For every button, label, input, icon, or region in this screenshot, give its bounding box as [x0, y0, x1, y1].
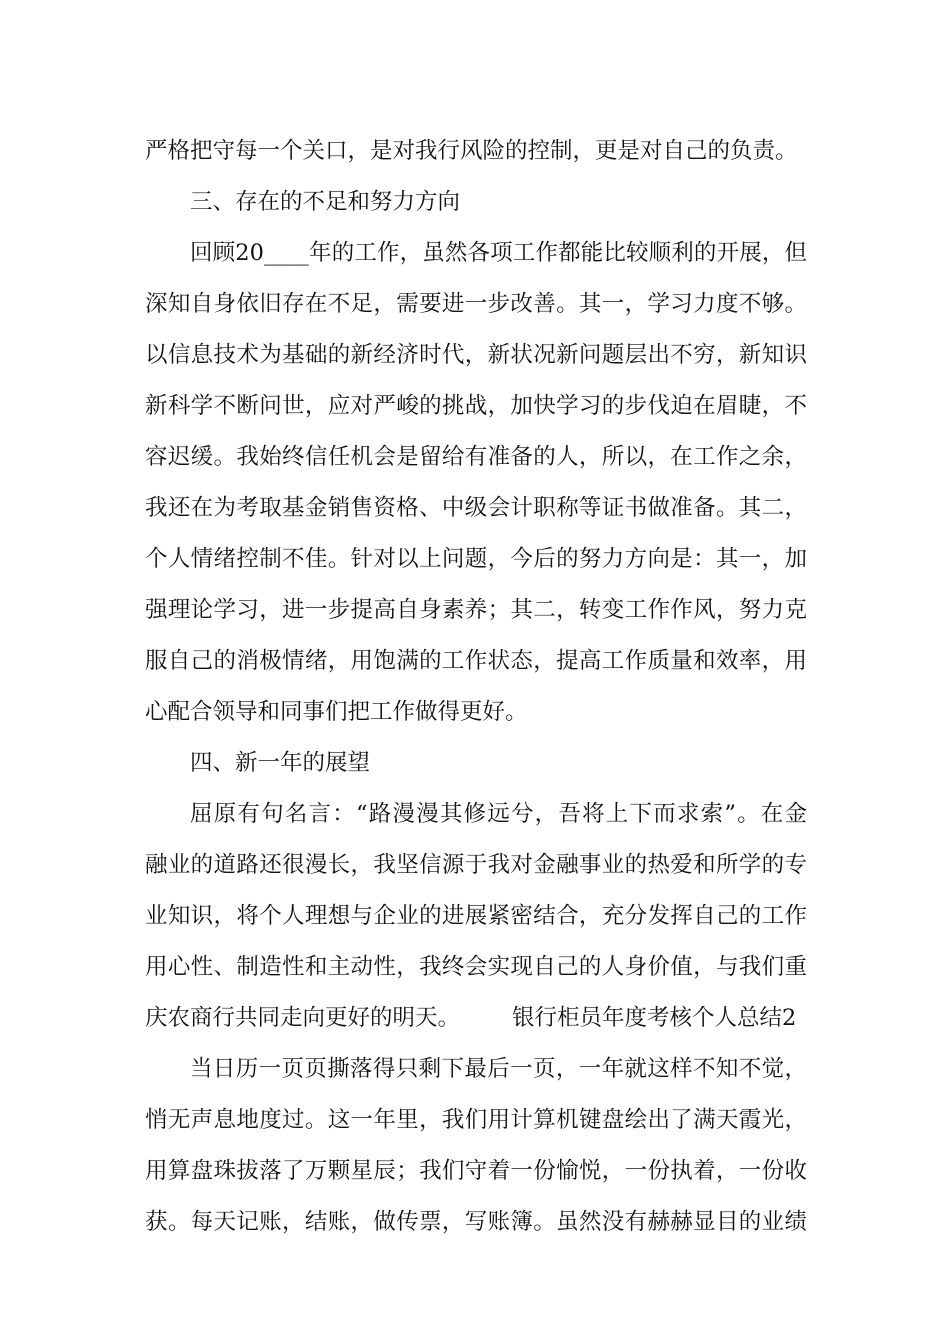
paragraph-line: 心配合领导和同事们把工作做得更好。 [145, 699, 528, 725]
paragraph-line: 服自己的消极情绪，用饱满的工作状态，提高工作质量和效率，用 [145, 648, 807, 674]
paragraph-line: 深知自身依旧存在不足，需要进一步改善。其一，学习力度不够。 [145, 291, 807, 317]
paragraph-line: 容迟缓。我始终信任机会是留给有准备的人，所以，在工作之余， [145, 444, 807, 470]
paragraph-line: 用心性、制造性和主动性，我终会实现自己的人身价值，与我们重 [145, 954, 807, 980]
paragraph-line: 严格把守每一个关口，是对我行风险的控制，更是对自己的负责。 [145, 138, 798, 164]
paragraph-line: 获。每天记账，结账，做传票，写账簿。虽然没有赫赫显目的业绩 [145, 1209, 807, 1235]
section-heading: 四、新一年的展望 [190, 750, 371, 776]
paragraph-line: 融业的道路还很漫长，我坚信源于我对金融事业的热爱和所学的专 [145, 852, 807, 878]
article-title: 银行柜员年度考核个人总结2 [512, 1005, 797, 1031]
paragraph-line: 个人情绪控制不佳。针对以上问题，今后的努力方向是：其一，加 [145, 546, 807, 572]
paragraph-line: 业知识，将个人理想与企业的进展紧密结合，充分发挥自己的工作 [145, 903, 807, 929]
paragraph-line: 强理论学习，进一步提高自身素养；其二，转变工作作风，努力克 [145, 597, 807, 623]
section-heading: 三、存在的不足和努力方向 [190, 189, 461, 215]
paragraph-line: 新科学不断问世，应对严峻的挑战，加快学习的步伐迫在眉睫，不 [145, 393, 807, 419]
paragraph-line: 当日历一页页撕落得只剩下最后一页，一年就这样不知不觉， [190, 1056, 807, 1082]
paragraph-line: 以信息技术为基础的新经济时代，新状况新问题层出不穷，新知识 [145, 342, 807, 368]
paragraph-line: 我还在为考取基金销售资格、中级会计职称等证书做准备。其二， [145, 495, 807, 521]
paragraph-line-with-title [145, 993, 807, 1044]
document-body [145, 126, 807, 1248]
paragraph-line: 回顾20____年的工作，虽然各项工作都能比较顺利的开展，但 [190, 240, 807, 266]
paragraph-line: 用算盘珠拔落了万颗星辰；我们守着一份愉悦，一份执着，一份收 [145, 1158, 807, 1184]
paragraph-line-text: 庆农商行共同走向更好的明天。 [145, 1005, 461, 1031]
paragraph-line: 悄无声息地度过。这一年里，我们用计算机键盘绘出了满天霞光， [145, 1107, 807, 1133]
paragraph-line: 屈原有句名言：“路漫漫其修远兮，吾将上下而求索”。在金 [190, 801, 807, 827]
